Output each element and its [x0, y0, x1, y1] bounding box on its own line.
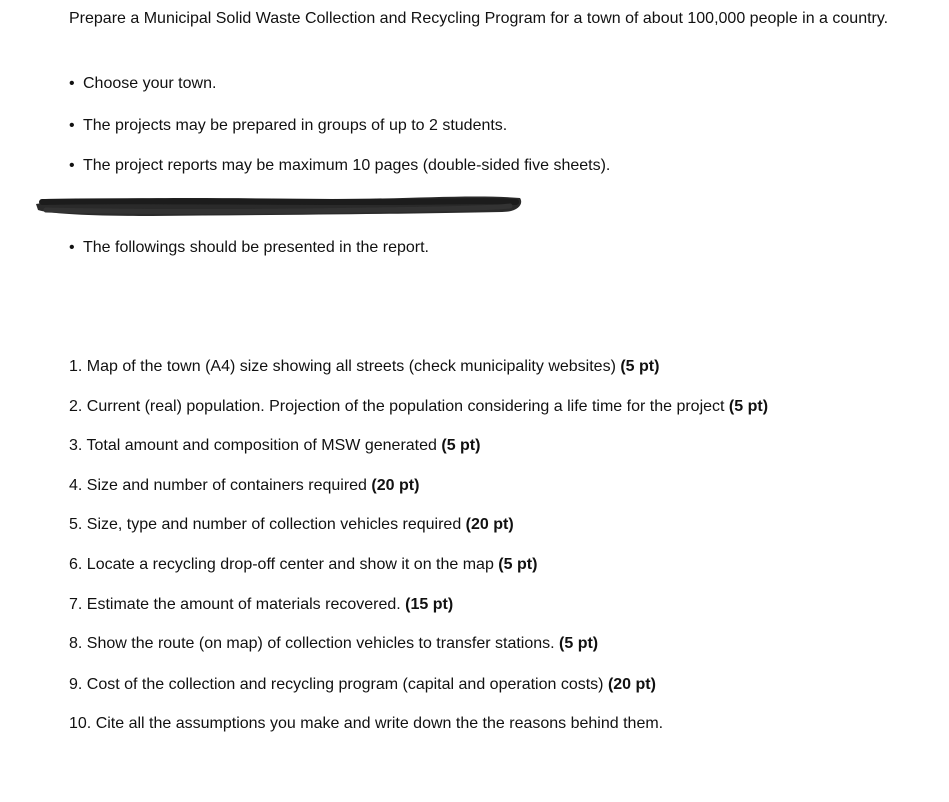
bullet-text: Choose your town. — [83, 75, 217, 92]
list-item: 6. Locate a recycling drop-off center and show it on the map (5 pt) — [69, 556, 538, 573]
points-label: (5 pt) — [441, 437, 481, 454]
bullet-text: The followings should be presented in the report. — [83, 239, 429, 256]
list-item: 10. Cite all the assumptions you make and write down the the reasons behind them. — [69, 715, 664, 732]
bullet-page-limit — [69, 155, 610, 177]
points-label: (15 pt) — [405, 596, 454, 613]
bullet-dot-icon: • — [69, 117, 75, 134]
bullet-dot-icon: • — [69, 75, 75, 92]
list-item: 5. Size, type and number of collection vehicles required (20 pt) — [69, 516, 514, 533]
bullet-dot-icon: • — [69, 157, 75, 174]
list-item: 8. Show the route (on map) of collection vehicles to transfer stations. (5 pt) — [69, 635, 599, 652]
list-item: 4. Size and number of containers required (20 pt) — [69, 477, 420, 494]
points-label: (5 pt) — [559, 635, 599, 652]
list-item: 9. Cost of the collection and recycling program (capital and operation costs) (20 pt) — [69, 676, 656, 693]
bullet-choose-town — [69, 73, 216, 95]
points-label: (5 pt) — [498, 556, 538, 573]
list-item: 7. Estimate the amount of materials recovered. (15 pt) — [69, 596, 454, 613]
points-label: (5 pt) — [728, 398, 769, 415]
list-item: 3. Total amount and composition of MSW generated (5 pt) — [69, 437, 481, 454]
points-label: (20 pt) — [607, 676, 656, 693]
bullet-text: The project reports may be maximum 10 pages (double-sided five sheets). — [83, 157, 611, 174]
intro-paragraph: Prepare a Municipal Solid Waste Collection and Recycling Program for a town of about 100,000 people in a country. — [69, 10, 889, 27]
list-item: 1. Map of the town (A4) size showing all streets (check municipality websites) (5 pt) — [69, 358, 660, 375]
bullet-followings — [69, 237, 429, 259]
redaction-scribble — [32, 190, 524, 220]
bullet-dot-icon: • — [69, 239, 75, 256]
points-label: (20 pt) — [465, 516, 514, 533]
list-item: 2. Current (real) population. Projection of the population considering a life time for the project (5 pt) — [69, 398, 769, 415]
points-label: (5 pt) — [620, 358, 660, 375]
points-label: (20 pt) — [371, 477, 420, 494]
bullet-text: The projects may be prepared in groups of up to 2 students. — [83, 117, 508, 134]
bullet-groups — [69, 115, 507, 137]
